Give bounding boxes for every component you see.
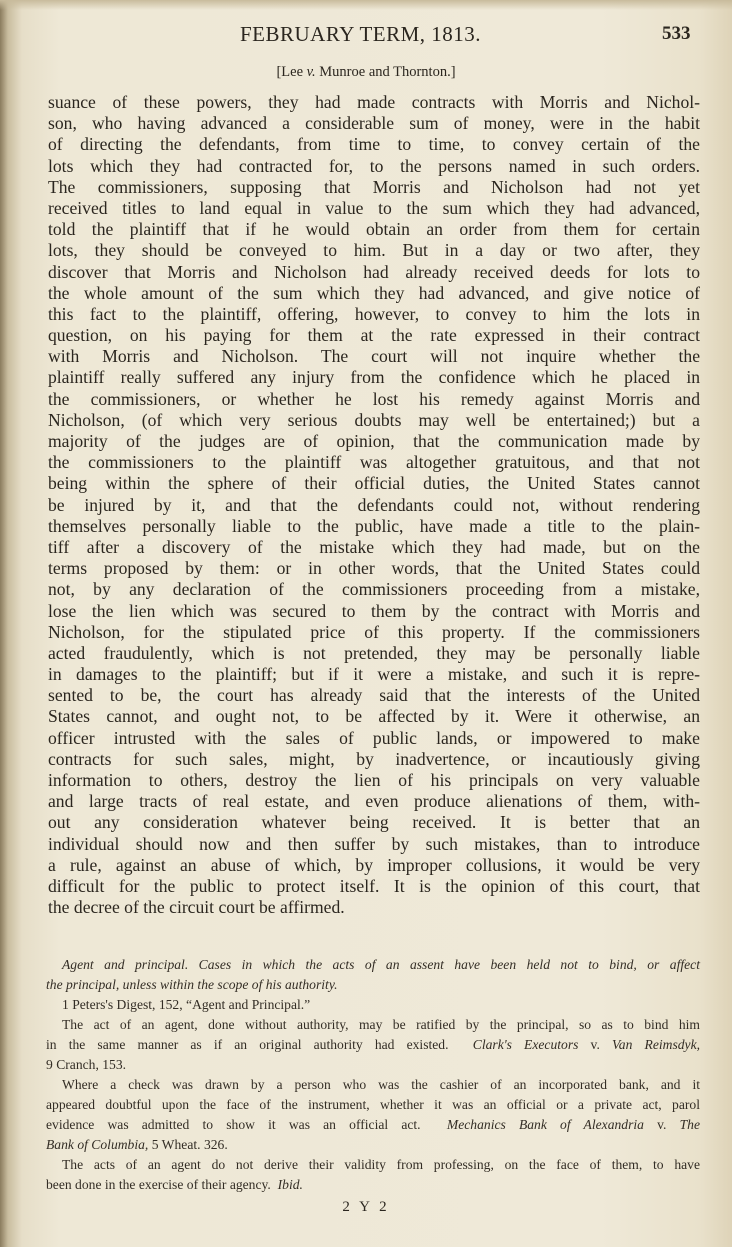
text-line: question, on his paying for them at the rate expressed in their contract xyxy=(48,325,700,346)
text-line: received titles to land equal in value to the sum which they had advanced, xyxy=(48,197,700,218)
footnote-line xyxy=(46,1175,700,1195)
footnote-italic-text: Agent and principal. Cases in which the acts of an assent have been held not to bind, or affect xyxy=(62,957,700,972)
footnotes xyxy=(46,955,700,1195)
text-line: and large tracts of real estate, and even produce alienations of them, with- xyxy=(48,791,700,812)
text-line: States cannot, and ought not, to be affected by it. Were it otherwise, an xyxy=(48,706,700,727)
text-line: with Morris and Nicholson. The court will not inquire whether the xyxy=(48,346,700,367)
text-line: the whole amount of the sum which they had advanced, and give notice of xyxy=(48,282,700,303)
text-line: the commissioners, or whether he lost his remedy against Morris and xyxy=(48,388,700,409)
text-line: majority of the judges are of opinion, that the communication made by xyxy=(48,431,700,451)
footnote-text: 5 Wheat. 326. xyxy=(148,1137,228,1152)
text-line: this fact to the plaintiff, offering, however, to convey to him the lots in xyxy=(48,303,700,324)
text-line: Nicholson, for the stipulated price of this property. If the commissioners xyxy=(48,621,700,642)
footnote-line xyxy=(46,1035,700,1055)
text-line: out any consideration whatever being received. It is better that an xyxy=(48,812,700,833)
text-line: in damages to the plaintiff; but if it were a mistake, and such it is repre- xyxy=(48,664,700,685)
text-line: The commissioners, supposing that Morris and Nicholson had not yet xyxy=(48,176,700,197)
footnote-line xyxy=(46,1155,700,1175)
text-line: lots which they had contracted for, to the persons named in such orders. xyxy=(48,155,700,176)
text-line: information to others, destroy the lien of his principals on very valuable xyxy=(48,770,700,790)
footnote-text: The act of an agent, done without authority, may be ratified by the principal, so as to bind him xyxy=(62,1017,700,1032)
text-line: not, by any declaration of the commissioners proceeding from a mistake, xyxy=(48,579,700,600)
running-head-title: FEBRUARY TERM, 1813. xyxy=(240,22,482,46)
footnote-text: appeared doubtful upon the face of the instrument, whether it was an official or a private act, parol xyxy=(46,1097,700,1112)
footnote-text: Where a check was drawn by a person who was the cashier of an incorporated bank, and it xyxy=(62,1077,700,1092)
text-line: the decree of the circuit court be affirmed. xyxy=(48,897,345,918)
page-number: 533 xyxy=(662,23,691,44)
footnote-line xyxy=(46,1055,700,1075)
text-line: sented to be, the court has already said that the interests of the United xyxy=(48,685,700,706)
opinion-text xyxy=(48,92,700,918)
footnote-italic-text: Ibid. xyxy=(277,1177,303,1192)
footnote-line xyxy=(46,1115,700,1135)
footnote-text: evidence was admitted to show it was an official act. xyxy=(46,1117,447,1132)
footnote-line xyxy=(46,955,700,975)
text-line: of directing the defendants, from time to time, to convey certain of the xyxy=(48,134,700,155)
text-line: lots, they should be conveyed to him. But in a day or two after, they xyxy=(48,240,700,261)
text-line: themselves personally liable to the public, have made a title to the plain- xyxy=(48,515,700,536)
text-line: lose the lien which was secured to them by the contract with Morris and xyxy=(48,600,700,621)
text-line: being within the sphere of their official duties, the United States cannot xyxy=(48,473,700,494)
text-line: individual should now and then suffer by such mistakes, than to introduce xyxy=(48,833,700,854)
text-line: son, who having advanced a considerable sum of money, were in the habit xyxy=(48,113,700,134)
case-title xyxy=(0,63,732,81)
text-line: tiff after a discovery of the mistake which they had made, but on the xyxy=(48,536,700,557)
text-line: acted fraudulently, which is not pretended, they may be personally liable xyxy=(48,642,700,663)
running-head xyxy=(0,22,732,52)
footnote-italic-text: Bank of Columbia, xyxy=(46,1137,149,1152)
footnote-text: in the same manner as if an original authority had existed. xyxy=(46,1037,473,1052)
footnote-italic-text: the principal, unless within the scope of his authority. xyxy=(46,977,338,992)
text-line: contracts for such sales, might, by inadvertence, or incautiously giving xyxy=(48,748,700,769)
footnote-italic-text: The xyxy=(679,1117,700,1132)
footnote-italic-text: Van Reimsdyk, xyxy=(612,1037,701,1052)
page-edge-shadow xyxy=(0,0,732,10)
footnote-line xyxy=(46,1075,700,1095)
text-line: terms proposed by them: or in other words, that the United States could xyxy=(48,558,700,579)
signature-mark: 2 Y 2 xyxy=(342,1199,390,1215)
footnote-italic-text: Clark's Executors xyxy=(472,1037,579,1052)
text-line: the commissioners to the plaintiff was altogether gratuitous, and that not xyxy=(48,452,700,473)
text-line: difficult for the public to protect itself. It is the opinion of this court, that xyxy=(48,875,700,896)
case-title-defendants: Munroe and Thornton.] xyxy=(315,64,456,80)
footnote-italic-text: Mechanics Bank of Alexandria xyxy=(446,1117,644,1132)
case-title-versus: v. xyxy=(306,64,316,80)
text-line: a rule, against an abuse of which, by improper collusions, it would be very xyxy=(48,854,700,875)
text-line: Nicholson, (of which very serious doubts may well be entertained;) but a xyxy=(48,409,700,430)
case-title-plaintiff: [Lee xyxy=(276,64,307,80)
text-line: officer intrusted with the sales of public lands, or impowered to make xyxy=(48,727,700,748)
text-line: be injured by it, and that the defendants could not, without rendering xyxy=(48,494,700,515)
footnote-text: v. xyxy=(643,1117,680,1132)
text-line: told the plaintiff that if he would obtain an order from them for certain xyxy=(48,219,700,240)
footnote-line xyxy=(46,1015,700,1035)
footnote-text: 9 Cranch, 153. xyxy=(46,1057,127,1072)
footnote-text: 1 Peters's Digest, 152, “Agent and Principal.” xyxy=(62,997,311,1012)
footnote-line xyxy=(46,995,700,1015)
footnote-text: been done in the exercise of their agency. xyxy=(46,1177,278,1192)
footnote-line xyxy=(46,975,700,995)
text-line: suance of these powers, they had made contracts with Morris and Nichol- xyxy=(48,92,700,112)
footnote-line xyxy=(46,1135,700,1155)
footnote-line xyxy=(46,1095,700,1115)
text-line: discover that Morris and Nicholson had already received deeds for lots to xyxy=(48,261,700,282)
footnote-text: v. xyxy=(578,1037,612,1052)
text-line: plaintiff really suffered any injury from the confidence which he placed in xyxy=(48,367,700,388)
footnote-text: The acts of an agent do not derive their validity from professing, on the face of them, to have xyxy=(62,1157,700,1172)
